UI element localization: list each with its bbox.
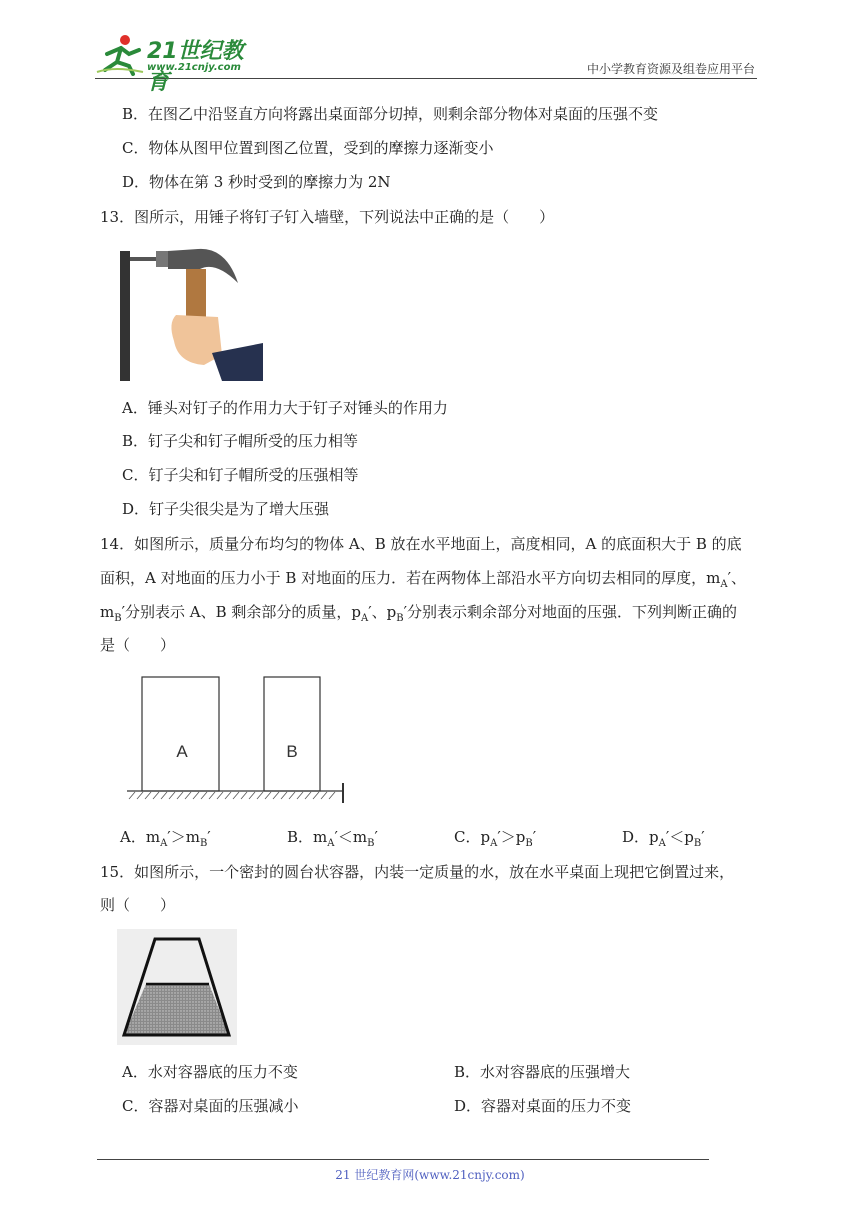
- q12-option-c: C．物体从图甲位置到图乙位置，受到的摩擦力逐渐变小: [122, 139, 494, 157]
- q15-stem-line1: 15．如图所示，一个密封的圆台状容器，内装一定质量的水，放在水平桌面上现把它倒置过来，: [100, 863, 735, 881]
- q12-option-d: D．物体在第 3 秒时受到的摩擦力为 2N: [122, 173, 391, 191]
- q14-option-d: D．$p_A'<p_B'$: [622, 828, 705, 849]
- q15-option-c: C．容器对桌面的压强减小: [122, 1097, 299, 1115]
- q15-stem-line2: 则（ ）: [100, 896, 176, 914]
- q14-stem-line4: 是（ ）: [100, 636, 176, 654]
- block-a-label: A: [176, 742, 188, 761]
- runner-logo-icon: [95, 32, 147, 76]
- platform-title: 中小学教育资源及组卷应用平台: [586, 62, 755, 76]
- footer-text: 21 世纪教育网(www.21cnjy.com): [335, 1168, 525, 1182]
- q14-stem-line2: 面积，A 对地面的压力小于 B 对地面的压力．若在两物体上部沿水平方向切去相同的厚度，$m_A'$、: [100, 569, 747, 590]
- q12-option-b: B．在图乙中沿竖直方向将露出桌面部分切掉，则剩余部分物体对桌面的压强不变: [122, 105, 659, 123]
- q15-option-d: D．容器对桌面的压力不变: [454, 1097, 632, 1115]
- frustum-container-figure: [117, 929, 237, 1045]
- q13-option-a: A．锤头对钉子的作用力大于钉子对锤头的作用力: [122, 399, 448, 417]
- q14-option-c: C．$p_A'>p_B'$: [454, 828, 537, 849]
- hammer-nail-figure: [118, 243, 263, 383]
- q14-stem-line1: 14．如图所示，质量分布均匀的物体 A、B 放在水平地面上，高度相同，A 的底面积大于 B 的底: [100, 535, 742, 553]
- q15-option-a: A．水对容器底的压力不变: [122, 1063, 298, 1081]
- footer-divider: [97, 1159, 709, 1160]
- q13-stem: 13．图所示，用锤子将钉子钉入墙壁，下列说法中正确的是（ ）: [100, 208, 555, 226]
- q14-option-a: A．$m_A'>m_B'$: [120, 828, 211, 849]
- block-b-label: B: [286, 742, 298, 761]
- q13-option-b: B．钉子尖和钉子帽所受的压力相等: [122, 432, 359, 450]
- q13-option-d: D．钉子尖很尖是为了增大压强: [122, 500, 330, 518]
- page-header: [95, 30, 757, 95]
- site-logo: [95, 32, 260, 95]
- logo-url: www.21cnjy.com: [147, 62, 241, 73]
- blocks-ab-figure: [125, 675, 350, 805]
- logo-text: 21世纪教育: [147, 39, 244, 95]
- q14-stem-line3: $m_B'$分别表示 A、B 剩余部分的质量，$p_A'$、$p_B'$分别表示剩余部分对地面的压强．下列判断正确的: [100, 603, 738, 624]
- q15-option-b: B．水对容器底的压强增大: [454, 1063, 631, 1081]
- q13-option-c: C．钉子尖和钉子帽所受的压强相等: [122, 466, 359, 484]
- q14-option-b: B．$m_A'<m_B'$: [287, 828, 378, 849]
